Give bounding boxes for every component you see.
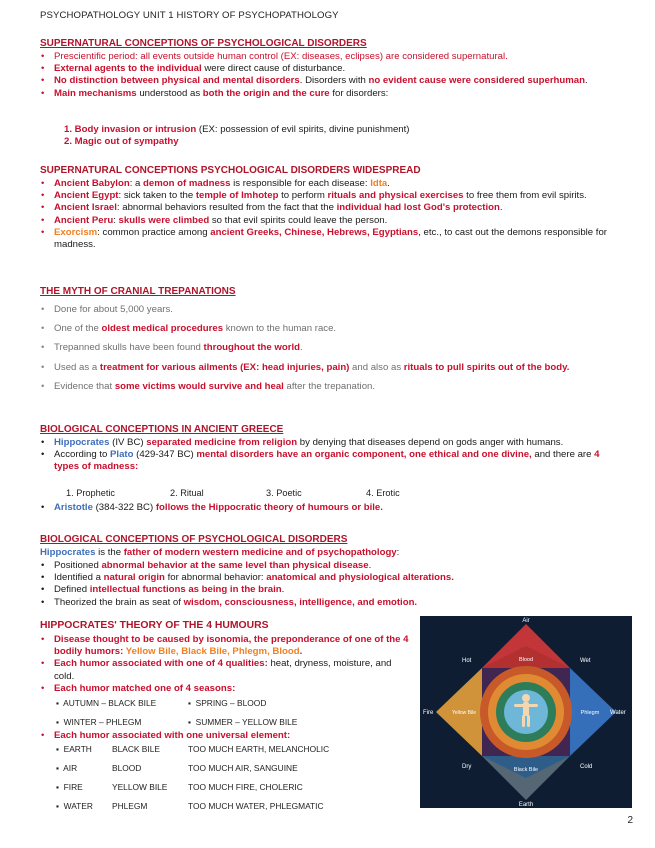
four-humours-figure xyxy=(420,616,632,808)
list-item xyxy=(40,215,620,227)
list-item xyxy=(40,362,625,374)
item-text: so that evil spirits could leave the person. xyxy=(209,214,388,226)
item-text: separated medicine from religion xyxy=(146,437,298,448)
item-text: after the trepanation. xyxy=(283,380,376,392)
item-text: rituals to pull spirits out of the body. xyxy=(403,361,570,373)
item-text: Hippocrates xyxy=(40,547,96,558)
item-text: . xyxy=(299,342,303,354)
item-text: 2. Magic out of sympathy xyxy=(64,136,179,148)
item-text: Exorcism xyxy=(54,226,98,238)
item-text: by denying that diseases depend on gods anger with humans. xyxy=(297,437,564,448)
season-item: ▪ AUTUMN – BLACK BILE xyxy=(56,698,157,708)
item-text: Ancient Peru xyxy=(54,214,114,226)
list-item xyxy=(40,381,625,393)
element-effect: TOO MUCH FIRE, CHOLERIC xyxy=(188,782,303,792)
list-item xyxy=(40,51,620,63)
item-text: Plato xyxy=(110,449,134,461)
item-text: . xyxy=(281,584,285,596)
label-air: Air xyxy=(522,618,530,624)
item-text: . xyxy=(499,202,503,214)
list-item xyxy=(64,124,410,136)
item-text: abnormal behavior at the same level than physical disease xyxy=(101,560,369,571)
item-text: is the xyxy=(95,547,124,558)
item-text: anatomical and physiological alterations. xyxy=(266,572,454,584)
list-item xyxy=(40,88,620,100)
trepanation-list xyxy=(40,304,625,393)
item-text: No distinction between physical and mental disorders xyxy=(54,75,300,87)
label-dry: Dry xyxy=(462,764,472,770)
section-title-supernatural: SUPERNATURAL CONCEPTIONS OF PSYCHOLOGICAL DISORDERS xyxy=(40,38,367,49)
element-effect: TOO MUCH WATER, PHLEGMATIC xyxy=(188,801,324,811)
supernatural-list xyxy=(40,51,620,100)
madness-type: 4. Erotic xyxy=(366,488,400,498)
item-text: . xyxy=(585,75,588,87)
item-text: Ancient Babylon xyxy=(54,178,130,189)
item-text: Hippocrates xyxy=(54,437,110,448)
item-text: wisdom, consciousness, intelligence, and emotion. xyxy=(183,596,418,608)
item-text: oldest medical procedures xyxy=(101,323,224,335)
four-humours-diagram xyxy=(420,616,632,808)
item-text: (EX: possession of evil spirits, divine punishment) xyxy=(196,124,410,135)
item-text: Idta xyxy=(370,178,388,189)
mechanisms-list xyxy=(64,124,410,148)
item-text: : xyxy=(396,547,400,558)
item-text: for abnormal behavior: xyxy=(164,572,267,584)
label-cold: Cold xyxy=(580,764,593,770)
item-text: . xyxy=(368,560,372,571)
list-item xyxy=(40,190,620,202)
item-text: Identified a xyxy=(54,572,104,584)
list-item xyxy=(40,178,620,190)
season-item: ▪ WINTER – PHLEGM xyxy=(56,717,142,727)
element-effect: TOO MUCH AIR, SANGUINE xyxy=(188,763,298,773)
madness-type: 2. Ritual xyxy=(170,488,204,498)
item-text: : abnormal behaviors resulted from the fact that the xyxy=(116,202,337,214)
list-item xyxy=(40,323,625,335)
item-text: (IV BC) xyxy=(109,437,147,448)
hippocrates-intro xyxy=(40,547,399,558)
element-humor: BLOOD xyxy=(112,763,142,773)
element-row: ▪ FIRE xyxy=(56,782,83,792)
item-text: ancient Greeks, Chinese, Hebrews, Egyptians xyxy=(210,226,419,238)
item-text: demon of madness xyxy=(143,178,231,189)
item-text: father of modern western medicine and of psychopathology xyxy=(123,547,397,558)
item-text: , etc., to cast out the demons responsible for madness. xyxy=(54,226,607,251)
item-text: 4 types of madness: xyxy=(54,449,600,473)
list-item xyxy=(40,634,412,658)
item-text: understood as xyxy=(136,87,203,99)
list-item xyxy=(40,437,625,449)
item-text: is responsible for each disease: xyxy=(230,178,371,189)
item-text: and there are xyxy=(531,449,595,461)
item-text: heat, dryness, moisture, and cold. xyxy=(54,658,392,682)
list-item xyxy=(40,560,625,572)
item-text: According to xyxy=(54,449,110,461)
element-humor: PHLEGM xyxy=(112,801,148,811)
item-text: . xyxy=(299,646,303,658)
element-effect: TOO MUCH EARTH, MELANCHOLIC xyxy=(188,744,330,754)
list-item xyxy=(40,202,620,214)
list-item xyxy=(40,597,625,609)
item-text: Done for about 5,000 years. xyxy=(54,304,173,315)
element-name: AIR xyxy=(63,763,78,773)
section-title-four-humours: HIPPOCRATES' THEORY OF THE 4 HUMOURS xyxy=(40,620,269,631)
item-text: : a xyxy=(129,178,144,189)
item-text: External agents to the individual xyxy=(54,63,202,75)
section-title-widespread: SUPERNATURAL CONCEPTIONS PSYCHOLOGICAL DISORDERS WIDESPREAD xyxy=(40,165,421,176)
element-row: ▪ AIR xyxy=(56,763,78,773)
item-text: both the origin and the cure xyxy=(202,87,330,99)
section-title-biological: BIOLOGICAL CONCEPTIONS OF PSYCHOLOGICAL DISORDERS xyxy=(40,534,348,545)
element-name: FIRE xyxy=(63,782,83,792)
item-text: Prescientific period: all events outside human control (EX: diseases, eclipses) are considered supernatural. xyxy=(54,51,508,62)
humours-list xyxy=(40,634,412,695)
item-text: Positioned xyxy=(54,560,102,571)
page-number: 2 xyxy=(627,815,633,826)
label-earth: Earth xyxy=(518,802,534,808)
item-text: Main mechanisms xyxy=(54,87,137,99)
list-item xyxy=(40,572,625,584)
item-text: some victims would survive and heal xyxy=(114,380,284,392)
list-item xyxy=(40,658,412,682)
item-text: Ancient Israel xyxy=(54,202,117,214)
item-text: throughout the world xyxy=(203,342,300,354)
item-text: were direct cause of disturbance. xyxy=(201,63,346,75)
item-text: rituals and physical exercises xyxy=(327,190,464,202)
item-text: SUMMER – YELLOW BILE xyxy=(195,717,298,727)
label-black-bile: Black Bile xyxy=(513,767,539,773)
list-item xyxy=(40,502,625,514)
item-text: natural origin xyxy=(103,572,165,584)
item-text: : xyxy=(113,214,119,226)
list-item xyxy=(40,584,625,596)
item-text: : sick taken to the xyxy=(118,190,196,202)
item-text: . Disorders with xyxy=(299,75,369,87)
item-text: individual had lost God's protection xyxy=(336,202,500,214)
item-text: WINTER – PHLEGM xyxy=(63,717,142,727)
item-text: skulls were climbed xyxy=(118,214,210,226)
label-fire: Fire xyxy=(423,710,434,716)
greece-list xyxy=(40,437,625,474)
item-text: for disorders: xyxy=(329,87,389,99)
label-wet: Wet xyxy=(580,658,591,664)
item-text: : common practice among xyxy=(97,226,211,238)
madness-type: 3. Poetic xyxy=(266,488,302,498)
list-item xyxy=(40,227,620,251)
greece-list-2 xyxy=(40,502,625,514)
madness-type: 1. Prophetic xyxy=(66,488,116,498)
item-text: no evident cause were considered superhuman xyxy=(368,75,586,87)
element-name: WATER xyxy=(63,801,93,811)
list-item xyxy=(40,730,412,742)
item-text: Each humor associated with one universal element: xyxy=(54,730,291,741)
item-text: Yellow Bile, Black Bile, Phlegm, Blood xyxy=(125,646,300,658)
item-text: to free them from evil spirits. xyxy=(463,190,587,202)
label-phlegm: Phlegm xyxy=(580,710,600,716)
item-text: (429-347 BC) xyxy=(133,449,197,461)
item-text: Trepanned skulls have been found xyxy=(54,342,204,354)
item-text: mental disorders have an organic component, one ethical and one divine, xyxy=(196,449,532,461)
document-header: PSYCHOPATHOLOGY UNIT 1 HISTORY OF PSYCHOPATHOLOGY xyxy=(40,10,339,21)
item-text: follows the Hippocratic theory of humours or bile. xyxy=(155,502,383,513)
element-humor: BLACK BILE xyxy=(112,744,160,754)
humours-list-2 xyxy=(40,730,412,742)
label-water: Water xyxy=(610,710,626,716)
label-hot: Hot xyxy=(462,658,472,664)
item-text: 1. Body invasion or intrusion xyxy=(64,124,197,135)
item-text: AUTUMN – BLACK BILE xyxy=(63,698,157,708)
item-text: SPRING – BLOOD xyxy=(195,698,267,708)
element-humor: YELLOW BILE xyxy=(112,782,168,792)
item-text: (384-322 BC) xyxy=(92,502,156,513)
element-row: ▪ WATER xyxy=(56,801,93,811)
section-title-ancient-greece: BIOLOGICAL CONCEPTIONS IN ANCIENT GREECE xyxy=(40,424,284,435)
widespread-list xyxy=(40,178,620,251)
item-text: Each humor matched one of 4 seasons: xyxy=(54,682,236,694)
label-yellow-bile: Yellow Bile xyxy=(452,710,476,716)
season-item: ▪ SUMMER – YELLOW BILE xyxy=(188,717,298,727)
item-text: known to the human race. xyxy=(223,323,337,335)
list-item xyxy=(40,342,625,354)
item-text: Ancient Egypt xyxy=(54,190,119,202)
list-item xyxy=(40,304,625,316)
list-item xyxy=(40,63,620,75)
element-row: ▪ EARTH xyxy=(56,744,92,754)
item-text: Used as a xyxy=(54,361,100,373)
season-item: ▪ SPRING – BLOOD xyxy=(188,698,267,708)
section-title-trepanations: THE MYTH OF CRANIAL TREPANATIONS xyxy=(40,286,236,297)
item-text: One of the xyxy=(54,323,102,335)
list-item xyxy=(40,75,620,87)
item-text: Evidence that xyxy=(54,380,115,392)
item-text: Each humor associated with one of 4 qualities: xyxy=(54,658,268,670)
list-item xyxy=(40,683,412,695)
item-text: Theorized the brain as seat of xyxy=(54,596,184,608)
biological-list xyxy=(40,560,625,609)
item-text: Disease thought to be caused by isonomia, the preponderance of one of the 4 bodily humors: xyxy=(54,634,409,658)
element-name: EARTH xyxy=(63,744,92,754)
list-item xyxy=(40,449,625,473)
item-text: . xyxy=(387,178,390,189)
item-text: to perform xyxy=(278,190,328,202)
item-text: and also as xyxy=(349,361,404,373)
item-text: treatment for various ailments (EX: head injuries, pain) xyxy=(99,361,350,373)
item-text: temple of Imhotep xyxy=(195,190,279,202)
list-item xyxy=(64,136,410,148)
item-text: Aristotle xyxy=(54,502,93,513)
item-text: Defined xyxy=(54,584,90,596)
item-text: intellectual functions as being in the brain xyxy=(89,584,282,596)
label-blood: Blood xyxy=(518,657,534,663)
